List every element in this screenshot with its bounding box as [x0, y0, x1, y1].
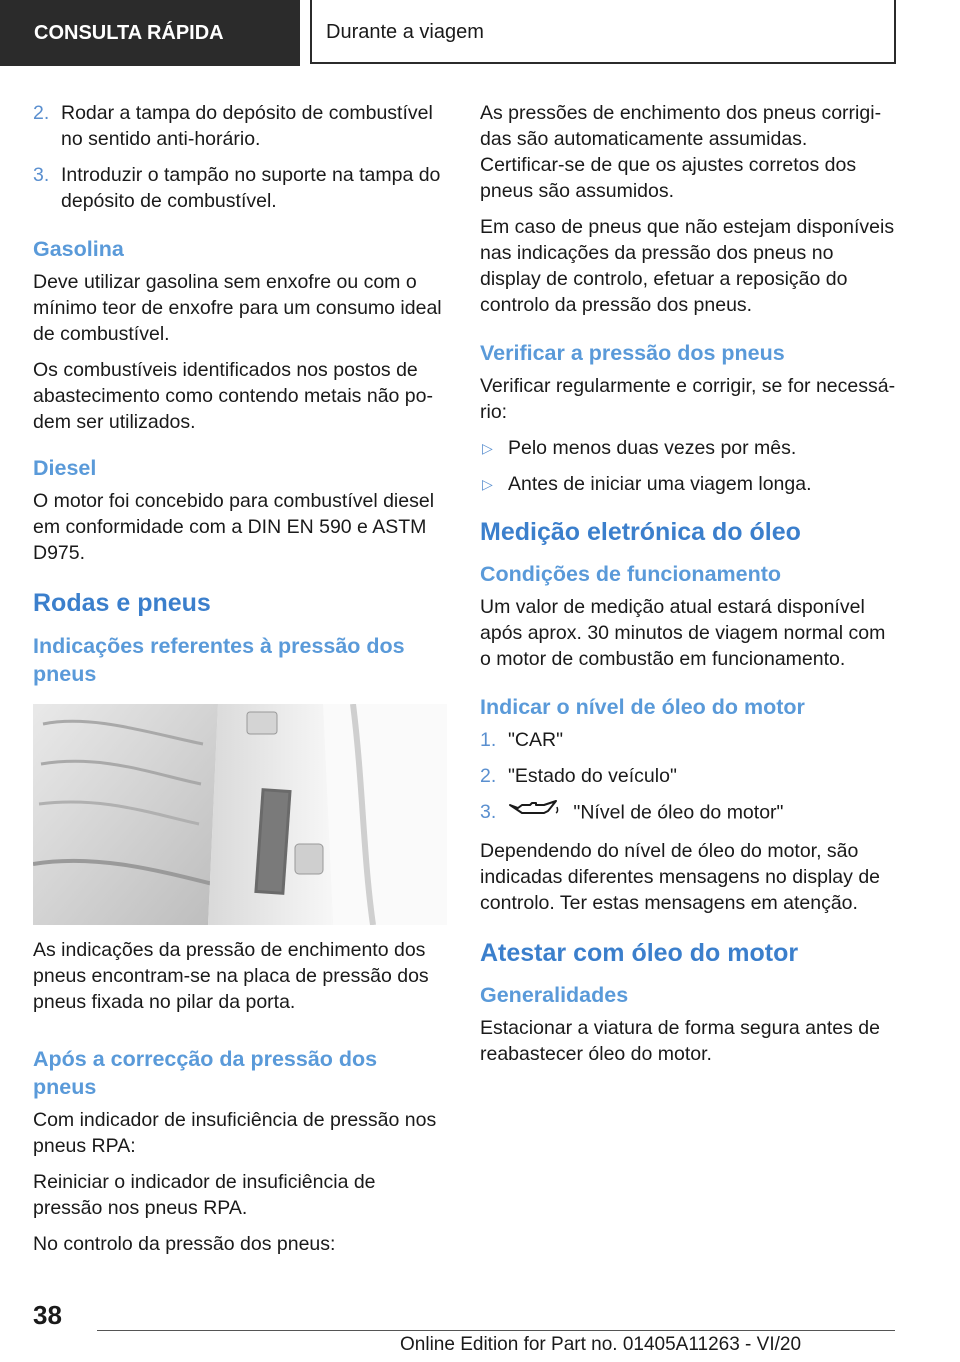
heading-medicao-oleo: Medição eletrónica do óleo — [480, 518, 801, 546]
chapter-tab[interactable]: Durante a viagem — [310, 0, 896, 64]
oil-can-icon — [508, 799, 560, 828]
step-text: "Nível de óleo do motor" — [573, 801, 784, 824]
left-column — [33, 100, 445, 1267]
step-text: Rodar a tampa do depósito de combustível no sentido anti-horário. — [61, 102, 433, 150]
paragraph: As pressões de enchimento dos pneus corrigidas são automaticamente assumidas. Certificar-se de que os ajustes corretos dos pneus são assumidos. — [480, 102, 882, 202]
heading-condicoes: Condições de funcionamento — [480, 562, 782, 586]
paragraph: Com indicador de insuficiência de pressão nos pneus RPA: — [33, 1109, 437, 1157]
heading-gasolina: Gasolina — [33, 237, 124, 261]
bullet-triangle-icon: ▷ — [482, 440, 493, 456]
step-number: 3. — [33, 164, 50, 186]
paragraph: O motor foi concebido para combustível diesel em conformidade com a DIN EN 590 e ASTM D975. — [33, 490, 435, 564]
page-header — [0, 0, 960, 66]
step-text: "CAR" — [508, 729, 564, 751]
paragraph: Os combustíveis identificados nos postos de abastecimento como contendo metais não podem ser utilizados. — [33, 359, 433, 433]
right-column — [480, 100, 896, 1077]
heading-diesel: Diesel — [33, 456, 97, 480]
paragraph: No controlo da pressão dos pneus: — [33, 1233, 336, 1255]
list-item — [480, 435, 896, 461]
heading-apos-correccao: Após a correcção da pressão dos pneus — [33, 1047, 378, 1099]
list-item — [480, 799, 896, 828]
section-tab[interactable]: CONSULTA RÁPIDA — [0, 0, 300, 66]
step-number: 1. — [480, 729, 497, 751]
paragraph: Em caso de pneus que não estejam disponíveis nas indicações da pressão dos pneus no display de controlo, efetuar a reposição do controlo da pressão dos pneus. — [480, 216, 895, 316]
list-item — [33, 100, 445, 152]
list-item — [33, 162, 445, 214]
tire-pressure-label-image — [33, 704, 447, 925]
bullet-text: Antes de iniciar uma viagem longa. — [508, 473, 812, 495]
list-item — [480, 471, 896, 497]
heading-generalidades: Generalidades — [480, 983, 629, 1007]
heading-atestar-oleo: Atestar com óleo do motor — [480, 939, 799, 967]
list-item — [480, 763, 896, 789]
step-number: 2. — [480, 765, 497, 787]
paragraph: Dependendo do nível de óleo do motor, são indicadas diferentes mensagens no display de controlo. Ter estas mensagens em atenção. — [480, 840, 881, 914]
footer-divider — [97, 1330, 895, 1331]
paragraph: Verificar regularmente e corrigir, se for necessário: — [480, 375, 896, 423]
step-number: 3. — [480, 801, 497, 823]
door-pillar-figure — [33, 704, 447, 925]
bullet-text: Pelo menos duas vezes por mês. — [508, 437, 797, 459]
list-item — [480, 727, 896, 753]
step-number: 2. — [33, 102, 50, 124]
bullet-triangle-icon: ▷ — [482, 476, 493, 492]
footer-edition: Online Edition for Part no. 01405A11263 - VI/20 — [400, 1334, 802, 1355]
heading-indicar-nivel: Indicar o nível de óleo do motor — [480, 695, 805, 719]
figure-caption: As indicações da pressão de enchimento dos pneus encontram-se na placa de pressão dos pneus fixada no pilar da porta. — [33, 939, 429, 1013]
paragraph: Um valor de medição atual estará disponível após aprox. 30 minutos de viagem normal com o motor de combustão em funcionamento. — [480, 596, 886, 670]
heading-rodas-pneus: Rodas e pneus — [33, 589, 211, 617]
step-text: Introduzir o tampão no suporte na tampa do depósito de combustível. — [61, 164, 441, 212]
heading-verificar-pressao: Verificar a pressão dos pneus — [480, 341, 785, 365]
paragraph: Deve utilizar gasolina sem enxofre ou com o mínimo teor de enxofre para um consumo ideal de combustível. — [33, 271, 442, 345]
heading-indicacoes-pressao: Indicações referentes à pressão dos pneus — [33, 634, 405, 686]
paragraph: Estacionar a viatura de forma segura antes de reabastecer óleo do motor. — [480, 1017, 880, 1065]
paragraph: Reiniciar o indicador de insuficiência de pressão nos pneus RPA. — [33, 1171, 376, 1219]
page-number: 38 — [33, 1300, 62, 1330]
step-text: "Estado do veículo" — [508, 765, 677, 787]
